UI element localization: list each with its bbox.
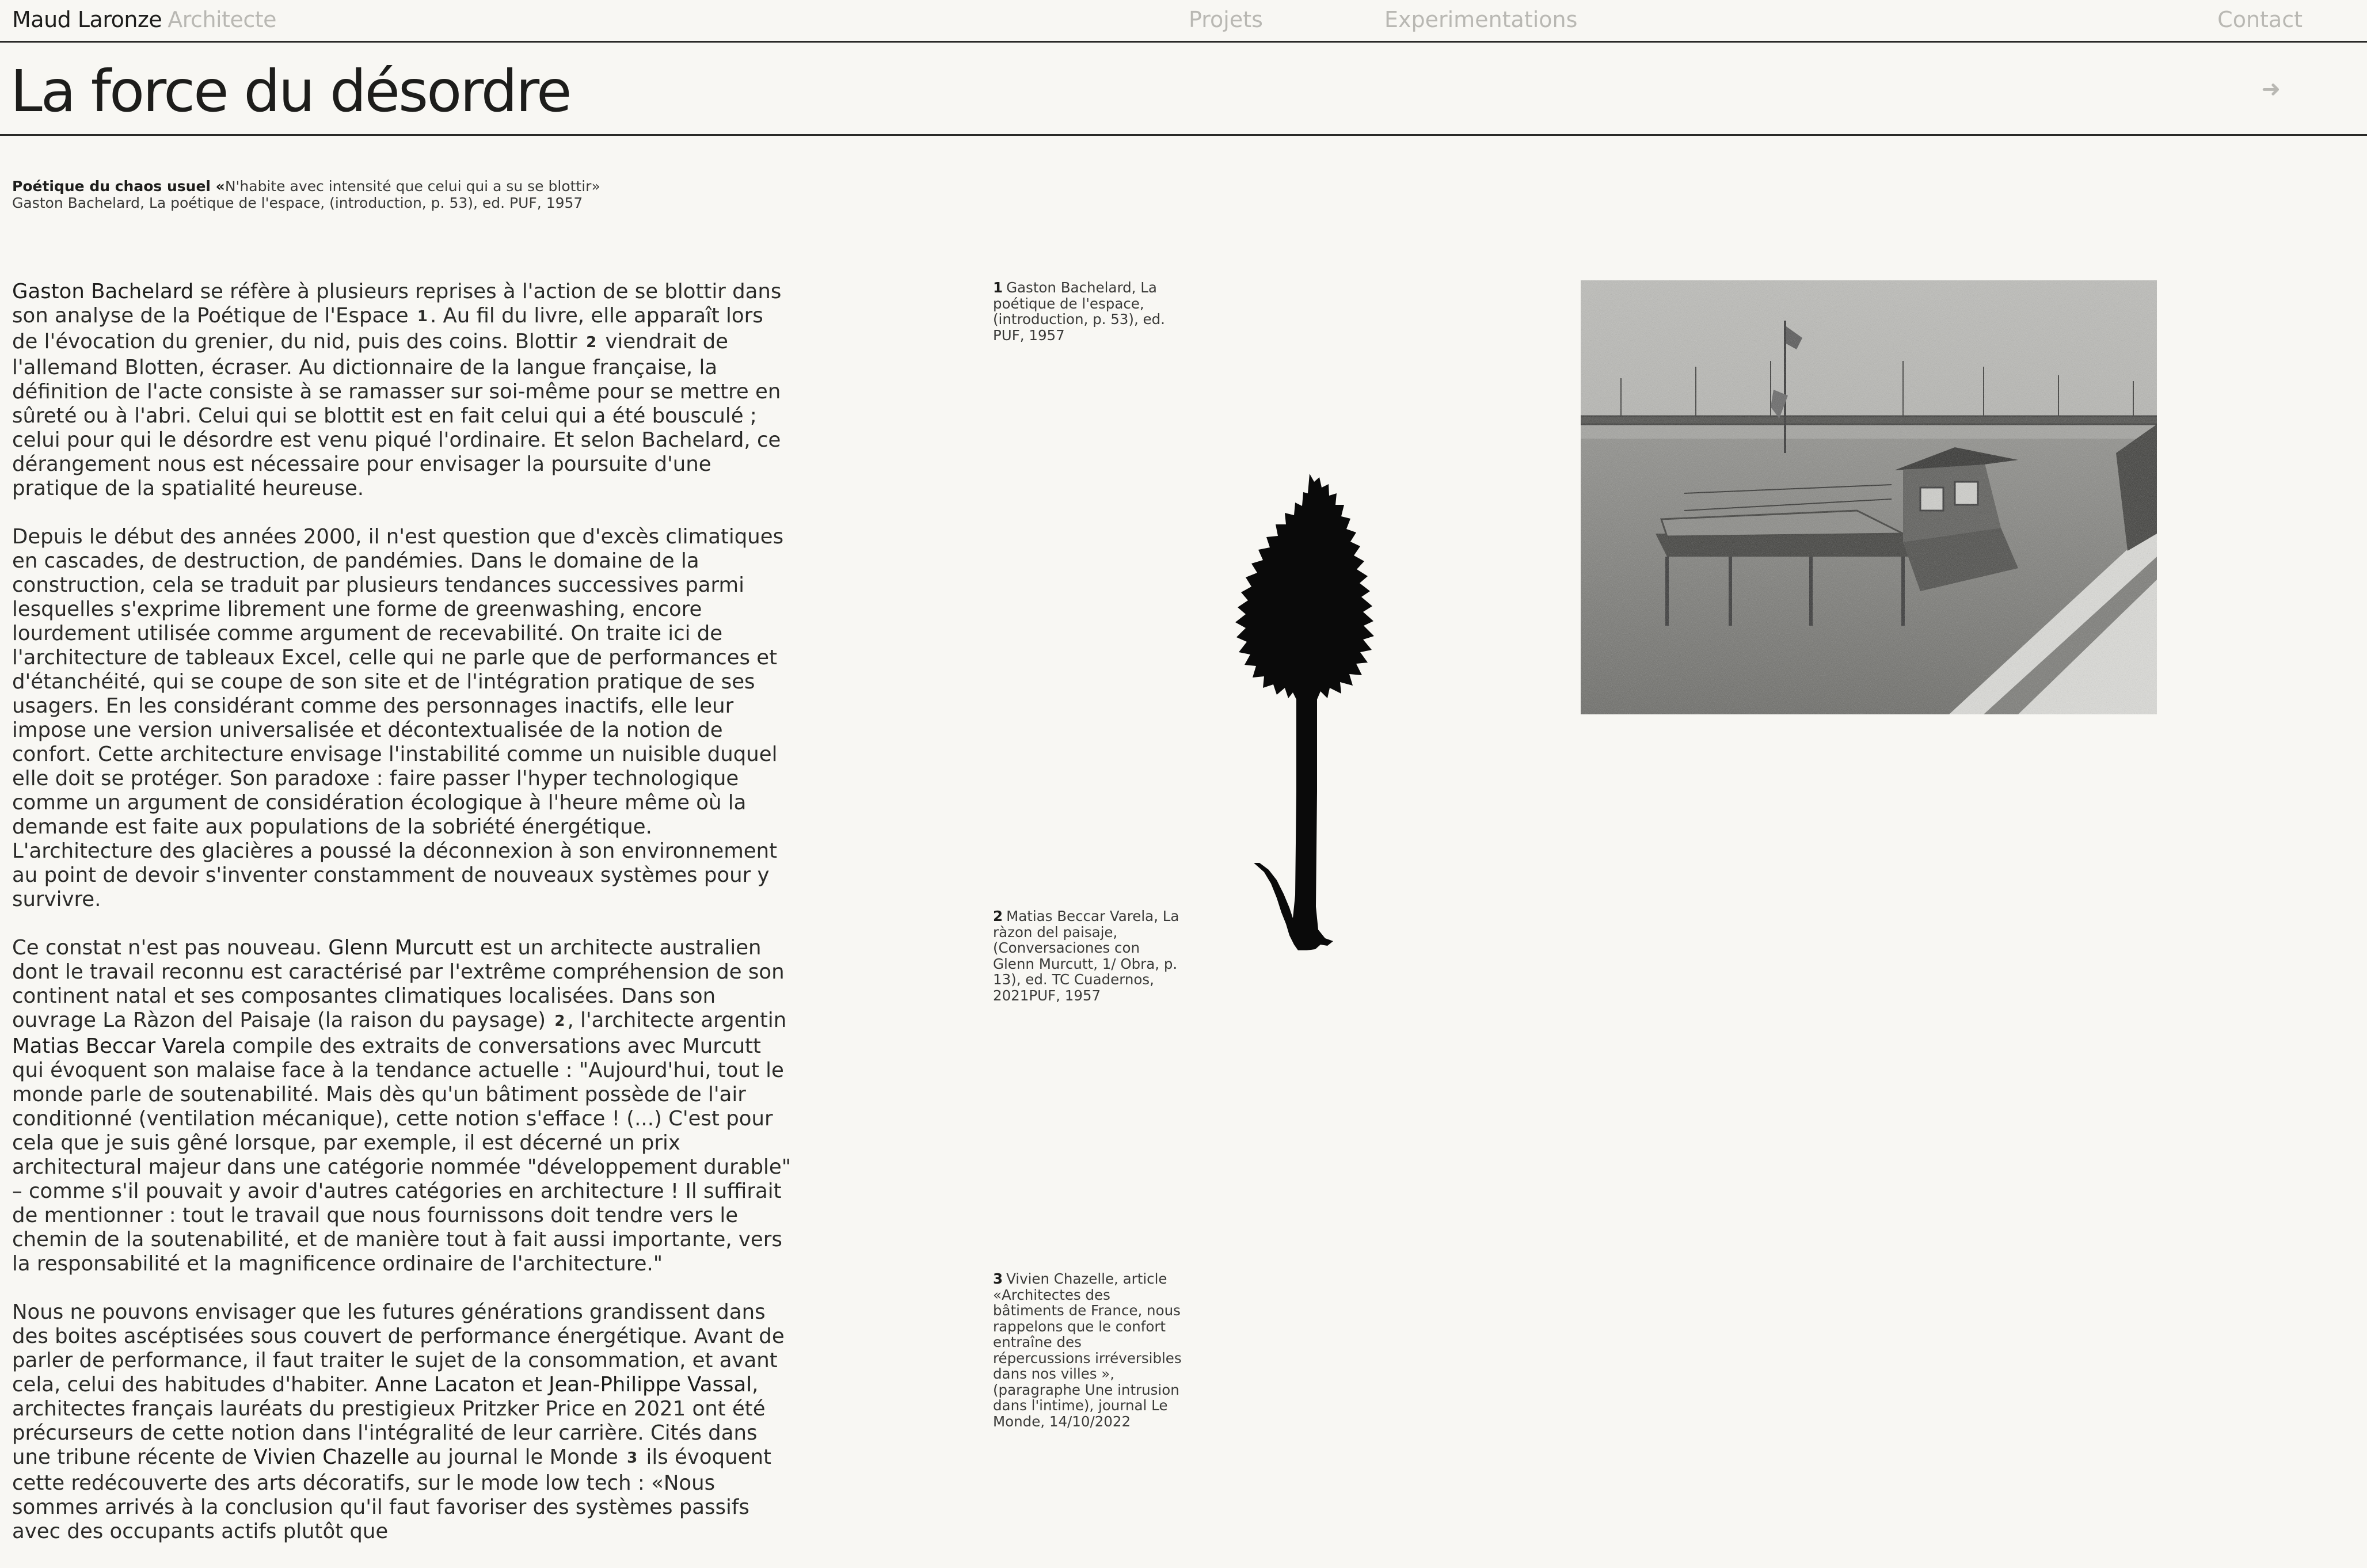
paragraph-text: se réfère à plusieurs reprises à l'action de se blottir dans son analyse de la Poétique de l'Espace (12, 280, 782, 328)
paragraph-2: Depuis le début des années 2000, il n'est question que d'excès climatiques en cascades, de destruction, de pandémies. Dans le domaine de la construction, cela se traduit par plusieurs tendances successives parmi lesquelles s'exprime librement une forme de greenwashing, encore lourdement utilisée comme argument de recevabilité. On traite ici de l'architecture de tableaux Excel, celle qui ne parle que de performances et d'étanchéité, qui se coupe de son site et de l'intégration pratique de ses usagers. En les considérant comme des personnages inactifs, elle leur impose une version universalisée et décontextualisée de la notion de confort. Cette architecture envisage l'instabilité comme un nuisible duquel elle doit se protéger. Son paradoxe : faire passer l'hyper technologique comme un argument de considération écologique à l'heure même où la demande est faite aux populations de la sobriété énergétique. L'architecture des glacières a poussé la déconnexion à son environnement au point de devoir s'inventer constamment de nouveaux systèmes pour y survivre. (12, 525, 784, 911)
title-bar (0, 43, 2367, 136)
footnote-ref[interactable]: 2 (586, 334, 597, 351)
person-name: Gaston Bachelard (12, 280, 194, 303)
nav-link-projets[interactable]: Projets (1189, 7, 1263, 32)
footnote-2 (993, 908, 1183, 1003)
epigraph-heading: Poétique du chaos usuel « (12, 178, 225, 195)
paragraph-1 (12, 280, 792, 501)
footnote-1 (993, 280, 1183, 343)
nav-link-experimentations[interactable]: Experimentations (1384, 7, 1578, 32)
paragraph-3 (12, 936, 792, 1276)
tree-silhouette-illustration (1197, 469, 1416, 964)
footnote-3 (993, 1271, 1183, 1429)
person-name: Jean-Philippe Vassal (549, 1373, 752, 1396)
paragraph-text: est un architecte australien dont le travail reconnu est caractérisé par l'extrême compréhension de son continent natal et ses composantes climatiques localisées. Dans son ouvrage La Ràzon del Paisaje (la raison du paysage) (12, 936, 785, 1032)
epigraph-citation: Gaston Bachelard, La poétique de l'espace, (introduction, p. 53), ed. PUF, 1957 (12, 195, 583, 211)
paragraph-text: au journal le Monde (409, 1445, 625, 1469)
footnote-number: 2 (993, 908, 1003, 924)
brand-name[interactable]: Maud Laronze (12, 7, 162, 32)
paragraph-text: . Au fil du livre, elle apparaît lors de l'évocation du grenier, du nid, puis des coins. Blottir (12, 304, 763, 353)
footnote-ref[interactable]: 3 (627, 1449, 638, 1467)
nav-link-contact[interactable]: Contact (2217, 7, 2303, 32)
paragraph-text: et (515, 1373, 549, 1396)
top-navigation-bar (0, 0, 2367, 43)
person-name: Vivien Chazelle (253, 1445, 410, 1469)
footnote-number: 3 (993, 1270, 1003, 1287)
footnote-ref[interactable]: 2 (554, 1013, 565, 1030)
footnote-number: 1 (993, 279, 1003, 296)
site-brand[interactable] (12, 7, 276, 32)
paragraph-text: , l'architecte argentin (567, 1008, 787, 1032)
paragraph-text: compile des extraits de conversations avec Murcutt qui évoquent son malaise face à la tendance actuelle : "Aujourd'hui, tout le monde parle de soutenabilité. Mais dès qu'un bâtiment possède de l'air conditionné (ventilation mécanique), cette notion s'efface ! (...) C'est pour cela que je suis gêné lorsque, par exemple, il est décerné un prix architectural majeur dans une catégorie nommée "développement durable" – comme s'il pouvait y avoir d'autres catégories en architecture ! Il suffirait de mentionner : tout le travail que nous fournissons doit tendre vers le chemin de la soutenabilité, et de manière tout à fait aussi importante, vers la responsabilité et la magnificence ordinaire de l'architecture." (12, 1034, 791, 1276)
paragraph-4 (12, 1300, 792, 1544)
epigraph-quote: N'habite avec intensité que celui qui a su se blottir» (224, 178, 600, 195)
paragraph-text: Ce constat n'est pas nouveau. (12, 936, 329, 960)
photo-grain (1581, 280, 2157, 714)
footnote-text: Vivien Chazelle, article «Architectes des bâtiments de France, nous rappelons que le confort entraîne des répercussions irréversibles dans nos villes », (paragraphe Une intrusion dans l'intime), journal Le Monde, 14/10/2022 (993, 1270, 1182, 1430)
paragraph-text: Nous ne pouvons envisager que les futures générations grandissent dans des boites ascéptisées sous couvert de performance énergétique. Avant de parler de performance, il faut traiter le sujet de la consommation, et avant cela, celui des habitudes d'habiter. (12, 1300, 785, 1396)
houseboat-bridge-photo[interactable] (1581, 280, 2157, 714)
epigraph (12, 178, 818, 211)
paragraph-text: , architectes français lauréats du prestigieux Pritzker Price en 2021 ont été précurseurs de cette notion dans l'intégralité de leur carrière. Cités dans une tribune récente de (12, 1373, 766, 1469)
article-body (12, 280, 792, 1568)
arrow-right-icon[interactable]: ➜ (2261, 76, 2281, 102)
paragraph-text: viendrait de l'allemand Blotten, écraser. Au dictionnaire de la langue française, la définition de l'acte consiste à se ramasser sur soi-même pour se mettre en sûreté ou à l'abri. Celui qui se blottit est en fait celui qui a été bousculé ; celui pour qui le désordre est venu piqué l'ordinaire. Et selon Bachelard, ce dérangement nous est nécessaire pour envisager la poursuite d'une pratique de la spatialité heureuse. (12, 330, 781, 500)
person-name: Anne Lacaton (375, 1373, 515, 1396)
page-title: La force du désordre (10, 58, 570, 125)
footnote-ref[interactable]: 1 (417, 308, 428, 325)
person-name: Matias Beccar Varela (12, 1034, 226, 1058)
footnote-text: Gaston Bachelard, La poétique de l'espace, (introduction, p. 53), ed. PUF, 1957 (993, 279, 1165, 344)
paragraph-text: ils évoquent cette redécouverte des arts décoratifs, sur le mode low tech : «Nous sommes arrivés à la conclusion qu'il faut favoriser des systèmes passifs avec des occupants actifs plutôt que (12, 1445, 771, 1543)
brand-role: Architecte (168, 7, 277, 32)
footnote-text: Matias Beccar Varela, La ràzon del paisaje, (Conversaciones con Glenn Murcutt, 1/ Obra, p. 13), ed. TC Cuadernos, 2021PUF, 1957 (993, 908, 1179, 1004)
tree-crown (1235, 474, 1374, 950)
epigraph-line (12, 178, 818, 195)
person-name: Glenn Murcutt (328, 936, 474, 960)
